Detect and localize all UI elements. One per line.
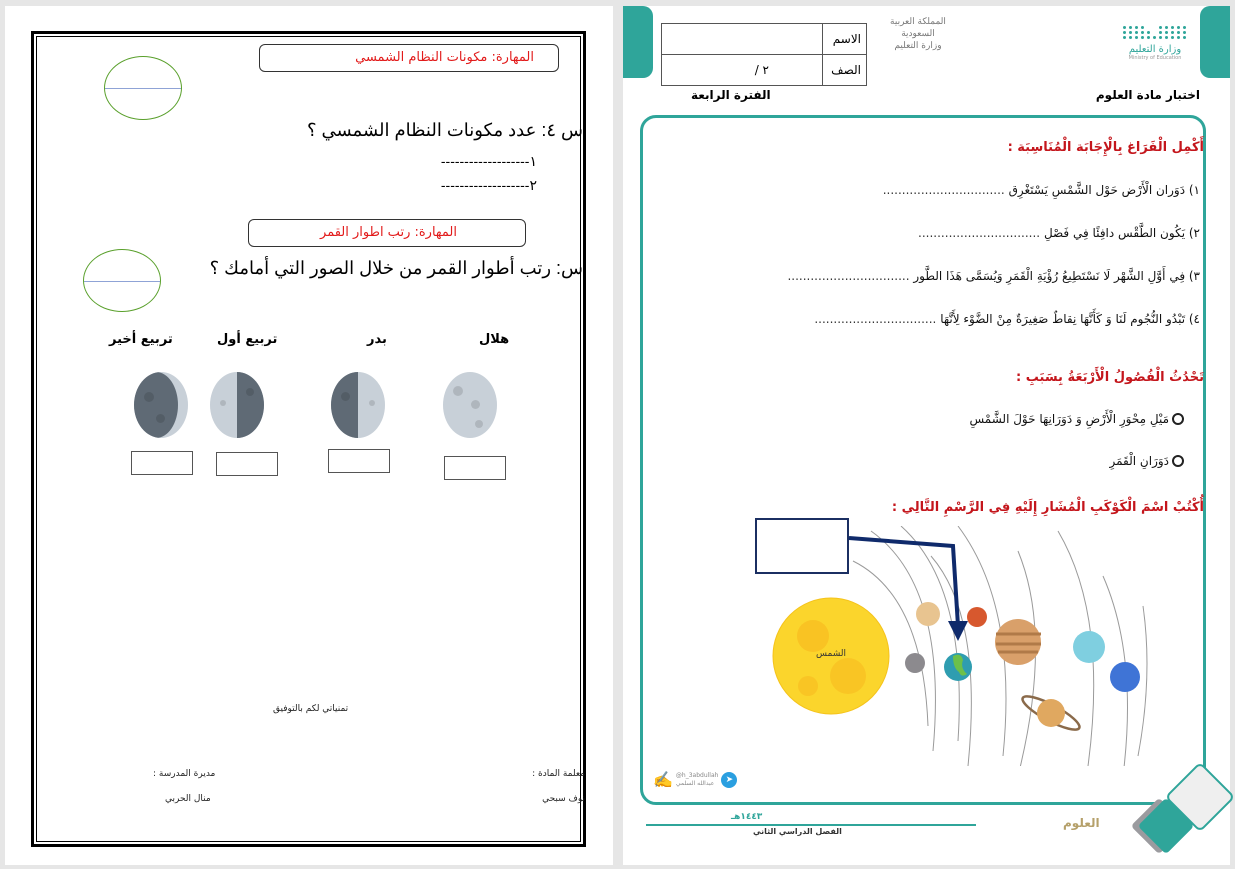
fill-question-1: ١) دَوَران الْأَرْض حَوْل الشَّمْسِ يَسْتَغْرِق ................................ [882,183,1200,197]
jupiter-icon [995,619,1041,665]
answer-box-2[interactable] [328,449,390,473]
telegram-credit [653,770,737,789]
name-label: الاسم [823,24,867,55]
answer-line-2[interactable]: ٢------------------- [440,177,537,193]
period-title: الفترة الرابعة [691,88,771,102]
fill-question-2: ٢) يَكُون الطَّقْس دافِئًا فِي فَصْلِ ................................ [918,226,1200,240]
radio-icon[interactable] [1172,413,1184,425]
moon-half-image [210,372,264,438]
section-planet-title: أُكْتُبْ اسْمَ الْكَوْكَبِ الْمُشَارِ إِلَيْهِ فِي الرَّسْمِ التَّالِي : [891,500,1204,515]
footer-year: ١٤٤٣هـ [731,812,763,822]
student-info-table [661,23,867,86]
option-axis-tilt[interactable]: مَيْلِ مِحْوَرِ الْأَرْضِ وَ دَوَرَانِهَا حَوْلَ الشَّمْسِ [969,412,1184,426]
telegram-name: عبدالله السلمي [675,779,715,787]
mercury-icon [905,653,925,673]
kingdom-line-1: المملكة العربية السعودية [890,17,946,39]
class-field[interactable] [662,55,823,86]
right-page [623,6,1230,865]
telegram-handle: @h_3abdullah [675,771,719,779]
teacher-name: نوف سبحي [542,794,585,804]
moon-label-crescent: هلال [479,332,510,347]
moon-label-last-quarter: تربيع أخير [109,332,173,347]
answer-box-3[interactable] [216,452,278,476]
neptune-icon [1110,662,1140,692]
moon-half-image [331,372,385,438]
moon-label-full: بدر [367,332,387,347]
ministry-logo [1120,26,1190,61]
ministry-name-ar: وزارة التعليم [1128,44,1182,55]
ministry-name-en: Ministry of Education [1128,55,1182,61]
teacher-label: معلمة المادة : [532,769,585,779]
left-page [5,6,613,865]
fill-question-4: ٤) تَبْدُو النُّجُوم لَنَا وَ كَأَنَّهَا نِقاطٌ صَغِيرَةٌ مِنْ الضَّوْء لِأَنَّهَا ................................ [814,312,1200,326]
section-seasons-title: تَحْدُثُ الْفُصُولُ الْأَرْبَعَةُ بِسَبَبِ : [1016,370,1204,385]
footer-divider [646,824,976,826]
answer-line-1[interactable]: ١------------------- [440,153,537,169]
blank-1[interactable]: ................................ [882,183,1005,197]
moon-label-first-quarter: تربيع أول [217,332,278,347]
sun-label: الشمس [816,649,846,659]
skill-box-solar-system [259,44,559,72]
class-label: الصف [823,55,867,86]
signature-icon: ✍ [653,770,673,789]
question-4: س ٤: عدد مكونات النظام الشمسي ؟ [306,120,583,140]
ministry-dots-icon [1120,26,1190,39]
skill-box-moon-phases [248,219,526,247]
solar-system-diagram [753,526,1193,766]
option-moon-rotation[interactable]: دَوَرَانِ الْقَمَرِ [1109,454,1184,468]
grade-oval [83,249,161,312]
telegram-icon: ➤ [721,772,737,788]
saturn-icon [1037,699,1065,727]
decor-tab-right [1200,6,1230,78]
principal-name: منال الحربي [165,794,211,804]
blank-2[interactable]: ................................ [918,226,1041,240]
decor-tab-left [623,6,653,78]
skill-label: المهارة: مكونات النظام الشمسي [355,50,534,65]
venus-icon [916,602,940,626]
moon-phases-figure [83,328,563,488]
moon-question: س: رتب أطوار القمر من خلال الصور التي أمامك ؟ [209,258,583,278]
class-value: ٢ / [754,63,769,77]
section-fill-blanks-title: أَكْمِل الْفَرَاغ بِالْإِجَابَة الْمُنَاسِبَة : [1007,140,1204,155]
mars-icon [967,607,987,627]
footer-semester: الفصل الدراسي الثاني [753,827,842,836]
blank-4[interactable]: ................................ [814,312,937,326]
principal-label: مديرة المدرسة : [153,769,216,779]
kingdom-line-2: وزارة التعليم [894,41,942,51]
grade-oval [104,56,182,120]
uranus-icon [1073,631,1105,663]
wishes-text: تمنياتي لكم بالتوفيق [273,704,349,714]
name-field[interactable] [662,24,823,55]
answer-box-4[interactable] [131,451,193,475]
radio-icon[interactable] [1172,455,1184,467]
moon-gibbous-image [134,372,188,438]
footer-subject: العلوم [1063,816,1100,830]
moon-full-image [443,372,497,438]
skill-label: المهارة: رتب اطوار القمر [320,225,457,240]
kingdom-emblem [883,16,953,52]
exam-title: اختبار مادة العلوم [1095,88,1200,102]
blank-3[interactable]: ................................ [787,269,910,283]
answer-box-1[interactable] [444,456,506,480]
fill-question-3: ٣) فِي أَوَّلِ الشَّهْر لَا نَسْتَطِيعُ رُؤْيَةِ الْقَمَرِ وَيُسَمَّى هَذَا الطَّور ................................ [787,269,1200,283]
